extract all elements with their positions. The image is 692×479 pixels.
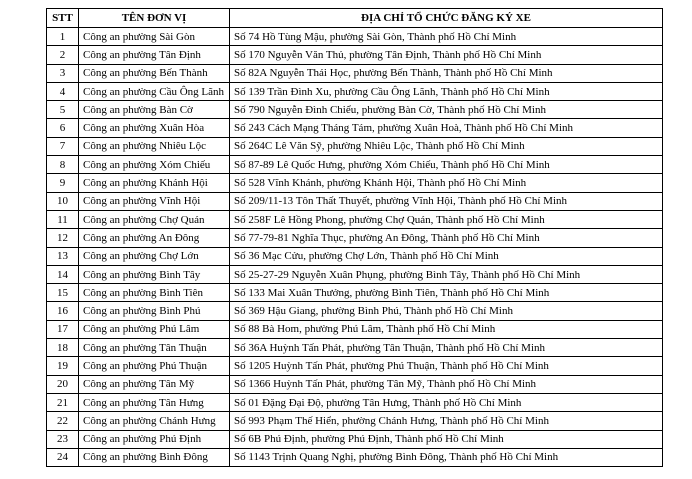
row-address: Số 1143 Trịnh Quang Nghị, phường Bình Đông, Thành phố Hồ Chí Minh [230, 448, 663, 466]
row-unit-name: Công an phường Nhiêu Lộc [79, 137, 230, 155]
row-address: Số 243 Cách Mạng Tháng Tám, phường Xuân Hoà, Thành phố Hồ Chí Minh [230, 119, 663, 137]
row-stt: 8 [47, 156, 79, 174]
row-unit-name: Công an phường Tân Mỹ [79, 375, 230, 393]
table-body [47, 28, 663, 467]
row-address: Số 25-27-29 Nguyễn Xuân Phụng, phường Bình Tây, Thành phố Hồ Chí Minh [230, 265, 663, 283]
table-row [47, 247, 663, 265]
row-stt: 16 [47, 302, 79, 320]
row-address: Số 01 Đặng Đại Độ, phường Tân Hưng, Thành phố Hồ Chí Minh [230, 393, 663, 411]
row-address: Số 1366 Huỳnh Tấn Phát, phường Tân Mỹ, Thành phố Hồ Chí Minh [230, 375, 663, 393]
row-unit-name: Công an phường Tân Định [79, 46, 230, 64]
row-stt: 19 [47, 357, 79, 375]
row-unit-name: Công an phường Phú Định [79, 430, 230, 448]
header-row [47, 9, 663, 28]
header-unit-name: TÊN ĐƠN VỊ [79, 9, 230, 28]
row-address: Số 369 Hậu Giang, phường Bình Phú, Thành phố Hồ Chí Minh [230, 302, 663, 320]
table-row [47, 302, 663, 320]
row-address: Số 36 Mạc Cửu, phường Chợ Lớn, Thành phố Hồ Chí Minh [230, 247, 663, 265]
row-unit-name: Công an phường Phú Lâm [79, 320, 230, 338]
row-unit-name: Công an phường Bến Thành [79, 64, 230, 82]
row-unit-name: Công an phường Bình Tiên [79, 284, 230, 302]
table-row [47, 412, 663, 430]
table-row [47, 174, 663, 192]
row-unit-name: Công an phường Xuân Hòa [79, 119, 230, 137]
row-unit-name: Công an phường Cầu Ông Lãnh [79, 82, 230, 100]
table-row [47, 339, 663, 357]
table-row [47, 119, 663, 137]
row-unit-name: Công an phường Tân Thuận [79, 339, 230, 357]
row-address: Số 258F Lê Hồng Phong, phường Chợ Quán, Thành phố Hồ Chí Minh [230, 210, 663, 228]
row-address: Số 790 Nguyễn Đình Chiểu, phường Bàn Cờ, Thành phố Hồ Chí Minh [230, 101, 663, 119]
table-row [47, 284, 663, 302]
row-unit-name: Công an phường Chợ Quán [79, 210, 230, 228]
row-stt: 14 [47, 265, 79, 283]
table-row [47, 448, 663, 466]
row-stt: 13 [47, 247, 79, 265]
row-stt: 23 [47, 430, 79, 448]
row-unit-name: Công an phường Khánh Hội [79, 174, 230, 192]
row-unit-name: Công an phường Vĩnh Hội [79, 192, 230, 210]
row-stt: 1 [47, 28, 79, 46]
row-unit-name: Công an phường Bình Phú [79, 302, 230, 320]
row-stt: 15 [47, 284, 79, 302]
header-stt: STT [47, 9, 79, 28]
table-row [47, 393, 663, 411]
row-address: Số 170 Nguyễn Văn Thủ, phường Tân Định, Thành phố Hồ Chí Minh [230, 46, 663, 64]
row-address: Số 1205 Huỳnh Tấn Phát, phường Phú Thuận, Thành phố Hồ Chí Minh [230, 357, 663, 375]
document-page [46, 8, 662, 467]
table-row [47, 137, 663, 155]
row-stt: 21 [47, 393, 79, 411]
row-unit-name: Công an phường Chợ Lớn [79, 247, 230, 265]
row-stt: 4 [47, 82, 79, 100]
row-stt: 2 [47, 46, 79, 64]
header-address: ĐỊA CHỈ TỔ CHỨC ĐĂNG KÝ XE [230, 9, 663, 28]
table-row [47, 64, 663, 82]
row-stt: 22 [47, 412, 79, 430]
row-stt: 3 [47, 64, 79, 82]
row-unit-name: Công an phường Bàn Cờ [79, 101, 230, 119]
row-unit-name: Công an phường Xóm Chiếu [79, 156, 230, 174]
table-row [47, 320, 663, 338]
row-unit-name: Công an phường Bình Đông [79, 448, 230, 466]
row-unit-name: Công an phường Chánh Hưng [79, 412, 230, 430]
table-row [47, 229, 663, 247]
row-address: Số 209/11-13 Tôn Thất Thuyết, phường Vĩnh Hội, Thành phố Hồ Chí Minh [230, 192, 663, 210]
row-stt: 6 [47, 119, 79, 137]
table-row [47, 192, 663, 210]
row-unit-name: Công an phường Tân Hưng [79, 393, 230, 411]
row-stt: 7 [47, 137, 79, 155]
row-unit-name: Công an phường An Đông [79, 229, 230, 247]
row-address: Số 77-79-81 Nghĩa Thục, phường An Đông, Thành phố Hồ Chí Minh [230, 229, 663, 247]
row-stt: 18 [47, 339, 79, 357]
row-unit-name: Công an phường Bình Tây [79, 265, 230, 283]
row-unit-name: Công an phường Phú Thuận [79, 357, 230, 375]
row-address: Số 264C Lê Văn Sỹ, phường Nhiêu Lộc, Thành phố Hồ Chí Minh [230, 137, 663, 155]
row-stt: 11 [47, 210, 79, 228]
row-stt: 10 [47, 192, 79, 210]
row-stt: 24 [47, 448, 79, 466]
row-stt: 12 [47, 229, 79, 247]
registration-table [46, 8, 663, 467]
table-row [47, 82, 663, 100]
table-row [47, 46, 663, 64]
table-header [47, 9, 663, 28]
row-address: Số 528 Vĩnh Khánh, phường Khánh Hội, Thành phố Hồ Chí Minh [230, 174, 663, 192]
row-address: Số 6B Phú Định, phường Phú Định, Thành phố Hồ Chí Minh [230, 430, 663, 448]
row-address: Số 88 Bà Hom, phường Phú Lâm, Thành phố Hồ Chí Minh [230, 320, 663, 338]
row-stt: 17 [47, 320, 79, 338]
table-row [47, 101, 663, 119]
row-address: Số 82A Nguyễn Thái Học, phường Bến Thành, Thành phố Hồ Chí Minh [230, 64, 663, 82]
row-address: Số 139 Trần Đình Xu, phường Cầu Ông Lãnh, Thành phố Hồ Chí Minh [230, 82, 663, 100]
row-stt: 5 [47, 101, 79, 119]
table-row [47, 210, 663, 228]
row-address: Số 993 Phạm Thế Hiển, phường Chánh Hưng, Thành phố Hồ Chí Minh [230, 412, 663, 430]
row-address: Số 74 Hồ Tùng Mậu, phường Sài Gòn, Thành phố Hồ Chí Minh [230, 28, 663, 46]
row-stt: 9 [47, 174, 79, 192]
table-row [47, 156, 663, 174]
row-address: Số 133 Mai Xuân Thưởng, phường Bình Tiên, Thành phố Hồ Chí Minh [230, 284, 663, 302]
row-stt: 20 [47, 375, 79, 393]
table-row [47, 28, 663, 46]
table-row [47, 375, 663, 393]
row-address: Số 87-89 Lê Quốc Hưng, phường Xóm Chiếu, Thành phố Hồ Chí Minh [230, 156, 663, 174]
table-row [47, 357, 663, 375]
row-unit-name: Công an phường Sài Gòn [79, 28, 230, 46]
row-address: Số 36A Huỳnh Tấn Phát, phường Tân Thuận, Thành phố Hồ Chí Minh [230, 339, 663, 357]
table-row [47, 430, 663, 448]
table-row [47, 265, 663, 283]
